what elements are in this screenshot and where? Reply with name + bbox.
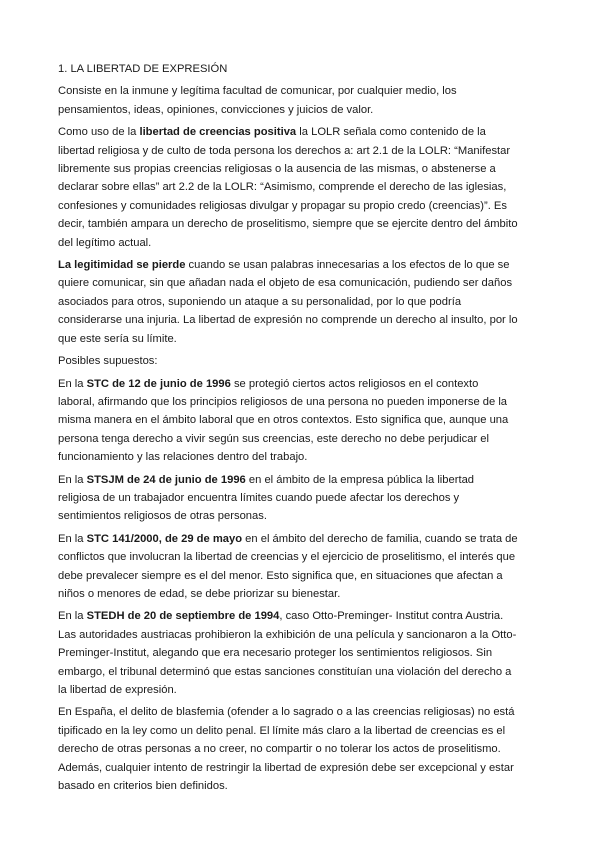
text-run: en el ámbito de la empresa pública la libertad religiosa de un trabajador encuentra límites cuando puede afectar los derechos y sentimientos religiosos de otras personas. — [58, 473, 475, 523]
text-run: En la — [58, 532, 87, 545]
text-run: se protegió ciertos actos religiosos en el contexto laboral, afirmando que los principios religiosos de una persona no pueden imponerse de la misma manera en el ámbito laboral que en otros contextos. Esto significa que, aunque una persona tenga derecho a vivir según sus creencias, este derecho no debe perjudicar el funcionamiento y las relaciones dentro del trabajo. — [58, 377, 509, 464]
text-run: , caso Otto-Preminger- Institut contra Austria. Las autoridades austriacas prohibieron la exhibición de una película y sancionaron a la Otto-Preminger-Institut, alegando que era necesario proteger los sentimientos religiosos. Sin embargo, el tribunal determinó que estas sanciones constituían una violación del derecho a la libertad de expresión. — [58, 610, 517, 696]
paragraph-stc-1996 — [58, 375, 518, 467]
paragraph-stedh-1994 — [58, 607, 518, 699]
paragraph-possible-cases: Posibles supuestos: — [58, 355, 158, 368]
bold-term: STC 141/2000, de 29 de mayo — [86, 532, 243, 545]
paragraph-definition: Consiste en la inmune y legítima facultad de comunicar, por cualquier medio, los pensamientos, ideas, opiniones, convicciones y juicios de valor. — [58, 85, 457, 116]
text-run: En la — [58, 610, 87, 623]
bold-term: La legitimidad se pierde — [58, 259, 186, 272]
paragraph-stsjm-1996 — [58, 471, 518, 526]
text-run: En la — [58, 473, 87, 486]
bold-term: STC de 12 de junio de 1996 — [86, 377, 231, 390]
text-run: en el ámbito del derecho de familia, cuando se trata de conflictos que involucran la libertad de creencias y el ejercicio de proselitismo, el interés que debe prevalecer siempre es el del menor. Esto significa que, en situaciones que afectan a niños o menores de edad, se debe priorizar su bienestar. — [58, 532, 518, 600]
text-run: cuando se usan palabras innecesarias a los efectos de lo que se quiere comunicar, sin que añadan nada el objeto de esa comunicación, pudiendo ser daños asociados para otros, suponiendo un ataque a su personalidad, por lo que podría considerarse una injuria. La libertad de expresión no comprende un derecho al insulto, por lo que este sería su límite. — [58, 259, 518, 345]
text-run: En la — [58, 377, 87, 390]
paragraph-stc-2000 — [58, 530, 518, 604]
bold-term: libertad de creencias positiva — [139, 126, 297, 139]
section-heading: 1. LA LIBERTAD DE EXPRESIÓN — [58, 63, 228, 75]
paragraph-positive-freedom — [58, 123, 518, 252]
bold-term: STSJM de 24 de junio de 1996 — [86, 473, 246, 486]
text-run: la LOLR señala como contenido de la libertad religiosa y de culto de toda persona los derechos a: art 2.1 de la LOLR: “Manifestar libremente sus propias creencias religiosas o la ausencia de las mismas, o abstenerse a declarar sobre ellas” art 2.2 de la LOLR: “Asimismo, comprende el derecho de las iglesias, confesiones y comunidades religiosas divulgar y propagar su propio credo (creencias)”. Es decir, también ampara un derecho de proselitismo, siempre que se ejercite dentro del ámbito del legítimo actual. — [58, 126, 518, 249]
document-page — [58, 60, 518, 799]
paragraph-blasphemy: En España, el delito de blasfemia (ofender a lo sagrado o a las creencias religiosas) no está tipificado en la ley como un delito penal. El límite más claro a la libertad de creencias es el derecho de otras personas a no creer, no compartir o no tolerar los actos de proselitismo. Además, cualquier intento de restringir la libertad de expresión debe ser excepcional y estar basado en criterios bien definidos. — [58, 706, 515, 793]
paragraph-legitimacy — [58, 256, 518, 348]
text-run: Como uso de la — [58, 126, 140, 139]
bold-term: STEDH de 20 de septiembre de 1994 — [86, 610, 280, 623]
